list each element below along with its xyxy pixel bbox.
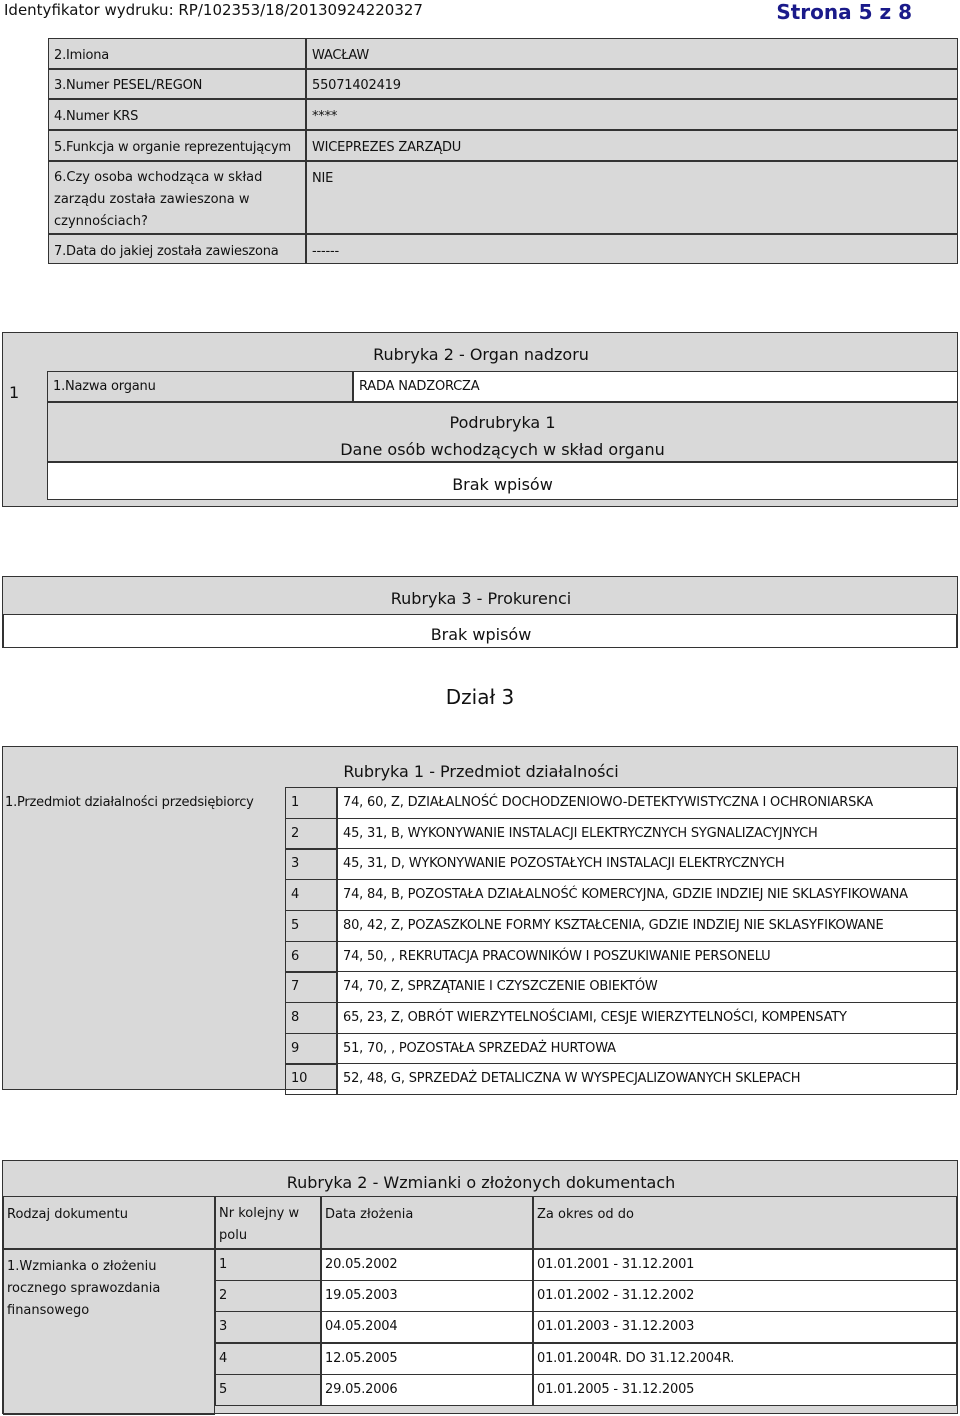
pkd-row-number: 3: [291, 856, 300, 871]
pkd-row-number: 5: [291, 918, 300, 933]
value-pesel: 55071402419: [312, 78, 401, 93]
rubryka-prokurenci: [2, 576, 958, 648]
wzmianka-period: 01.01.2002 - 31.12.2002: [537, 1288, 695, 1303]
przedmiot-label: 1.Przedmiot działalności przedsiębiorcy: [5, 795, 254, 810]
pkd-row-text: 80, 42, Z, POZASZKOLNE FORMY KSZTAŁCENIA, GDZIE INDZIEJ NIE SKLASYFIKOWANE: [343, 918, 884, 933]
section-title: Rubryka 2 - Wzmianki o złożonych dokumentach: [286, 1173, 676, 1192]
rubryka-organ-nadzoru: [2, 332, 958, 507]
value-imiona: WACŁAW: [312, 48, 370, 63]
header-data-zlozenia: Data złożenia: [325, 1207, 414, 1222]
pkd-row-number: 7: [291, 979, 300, 994]
wzmianka-period: 01.01.2001 - 31.12.2001: [537, 1257, 695, 1272]
wzmianka-period: 01.01.2003 - 31.12.2003: [537, 1319, 695, 1334]
header-za-okres: Za okres od do: [537, 1207, 634, 1222]
top-table: [48, 38, 958, 264]
pkd-row-text: 51, 70, , POZOSTAŁA SPRZEDAŻ HURTOWA: [343, 1041, 616, 1056]
row-index: 1: [9, 383, 20, 402]
wzmianka-date: 12.05.2005: [325, 1351, 398, 1366]
section-title: Rubryka 3 - Prokurenci: [390, 589, 572, 608]
subsection-subtitle: Dane osób wchodzących w skład organu: [340, 440, 665, 459]
value-funkcja: WICEPREZES ZARZĄDU: [312, 140, 462, 155]
header-rodzaj: Rodzaj dokumentu: [7, 1207, 128, 1222]
pkd-row-text: 45, 31, B, WYKONYWANIE INSTALACJI ELEKTRYCZNYCH SYGNALIZACYJNYCH: [343, 826, 818, 841]
pkd-row-number: 9: [291, 1041, 300, 1056]
label-pesel: 3.Numer PESEL/REGON: [54, 78, 203, 93]
label-zawieszona: 6.Czy osoba wchodząca w skład zarządu została zawieszona w czynnościach?: [54, 170, 263, 229]
label-imiona: 2.Imiona: [54, 48, 110, 63]
page-number: Strona 5 z 8: [776, 0, 912, 24]
pkd-row-number: 10: [291, 1071, 308, 1086]
pkd-row-number: 6: [291, 949, 300, 964]
wzmianka-period: 01.01.2005 - 31.12.2005: [537, 1382, 695, 1397]
wzmianka-period: 01.01.2004R. DO 31.12.2004R.: [537, 1351, 735, 1366]
wzmianka-nr: 1: [219, 1257, 228, 1272]
wzmianka-date: 20.05.2002: [325, 1257, 398, 1272]
wzmianka-date: 29.05.2006: [325, 1382, 398, 1397]
wzmianka-date: 19.05.2003: [325, 1288, 398, 1303]
rubryka-przedmiot-dzialalnosci: [2, 746, 958, 1090]
wzmianka-nr: 4: [219, 1351, 228, 1366]
pkd-row-text: 45, 31, D, WYKONYWANIE POZOSTAŁYCH INSTALACJI ELEKTRYCZNYCH: [343, 856, 785, 871]
pkd-row-text: 52, 48, G, SPRZEDAŻ DETALICZNA W WYSPECJALIZOWANYCH SKLEPACH: [343, 1071, 801, 1086]
section-title: Rubryka 1 - Przedmiot działalności: [343, 762, 619, 781]
pkd-row-text: 74, 60, Z, DZIAŁALNOŚĆ DOCHODZENIOWO-DETEKTYWISTYCZNA I OCHRONIARSKA: [343, 795, 873, 810]
label-data-zawieszenia: 7.Data do jakiej została zawieszona: [54, 244, 279, 259]
value-zawieszona: NIE: [312, 171, 334, 186]
label-funkcja: 5.Funkcja w organie reprezentującym: [54, 140, 291, 155]
doc-type-label: 1.Wzmianka o złożeniu rocznego sprawozdania finansowego: [7, 1259, 161, 1318]
value-data-zawieszenia: ------: [312, 244, 339, 259]
value-krs: ****: [312, 109, 338, 124]
subsection-title: Podrubryka 1: [449, 413, 556, 432]
field-nazwa-organu-value: RADA NADZORCZA: [359, 379, 480, 394]
pkd-row-text: 74, 84, B, POZOSTAŁA DZIAŁALNOŚĆ KOMERCYJNA, GDZIE INDZIEJ NIE SKLASYFIKOWANA: [343, 887, 908, 902]
pkd-row-text: 74, 70, Z, SPRZĄTANIE I CZYSZCZENIE OBIEKTÓW: [343, 979, 658, 994]
wzmianka-nr: 2: [219, 1288, 228, 1303]
wzmianka-date: 04.05.2004: [325, 1319, 398, 1334]
pkd-row-number: 8: [291, 1010, 300, 1025]
rubryka-wzmianki: [2, 1160, 958, 1414]
empty-entries: Brak wpisów: [452, 475, 553, 494]
label-krs: 4.Numer KRS: [54, 109, 139, 124]
wzmianka-nr: 3: [219, 1319, 228, 1334]
section-title: Rubryka 2 - Organ nadzoru: [373, 345, 589, 364]
wzmianka-nr: 5: [219, 1382, 228, 1397]
pkd-row-text: 74, 50, , REKRUTACJA PRACOWNIKÓW I POSZUKIWANIE PERSONELU: [343, 949, 771, 964]
pkd-row-number: 2: [291, 826, 300, 841]
print-identifier: Identyfikator wydruku: RP/102353/18/20130924220327: [4, 1, 423, 19]
header-nr-kolejny: Nr kolejny w polu: [219, 1206, 300, 1243]
pkd-row-text: 65, 23, Z, OBRÓT WIERZYTELNOŚCIAMI, CESJE WIERZYTELNOŚCI, KOMPENSATY: [343, 1010, 847, 1025]
empty-entries: Brak wpisów: [430, 625, 532, 644]
pkd-row-number: 4: [291, 887, 300, 902]
dzial-title: Dział 3: [445, 685, 515, 709]
pkd-row-number: 1: [291, 795, 300, 810]
field-nazwa-organu-label: 1.Nazwa organu: [53, 379, 156, 394]
